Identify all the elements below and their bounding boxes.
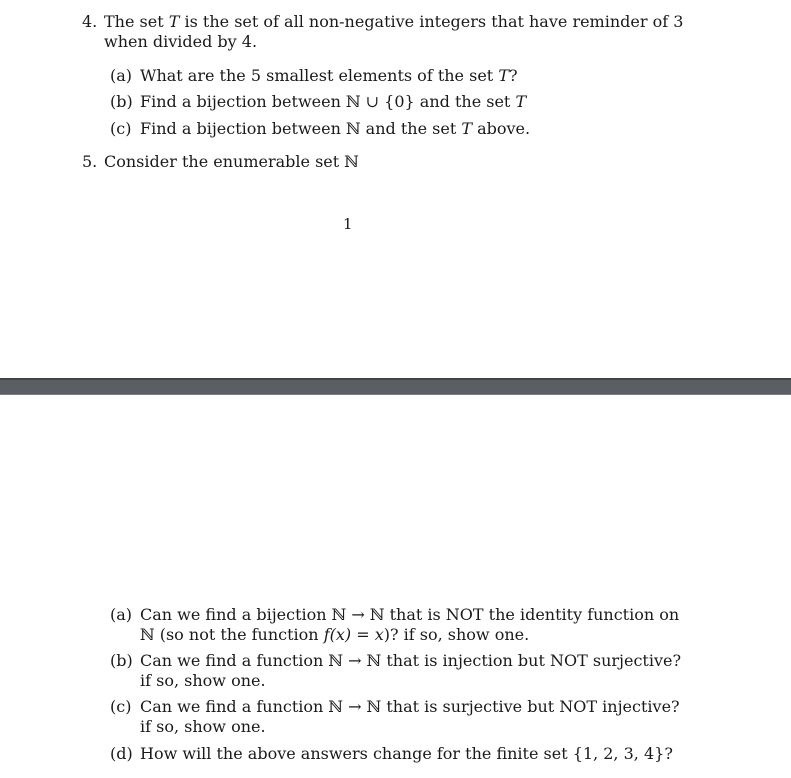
problem-5-text: Consider the enumerable set ℕ bbox=[104, 152, 359, 171]
problem-5-part-a-label: (a) bbox=[110, 605, 133, 624]
problem-5-part-c-line-2: if so, show one. bbox=[140, 717, 266, 736]
problem-5-part-d-label: (d) bbox=[110, 744, 133, 763]
problem-4-number: 4. bbox=[82, 12, 98, 31]
problem-5-part-a-line-1: Can we find a bijection ℕ → ℕ that is NOT the identity function on bbox=[140, 605, 680, 624]
problem-4-part-a: What are the 5 smallest elements of the set T? bbox=[140, 66, 518, 85]
page-divider bbox=[0, 378, 791, 395]
problem-4-part-b: Find a bijection between ℕ ∪ {0} and the set T bbox=[140, 92, 527, 111]
page-top bbox=[0, 0, 791, 378]
problem-5-number: 5. bbox=[82, 152, 98, 171]
problem-5-part-b-line-2: if so, show one. bbox=[140, 671, 266, 690]
problem-4-part-c-label: (c) bbox=[110, 119, 132, 138]
problem-5-part-c-line-1: Can we find a function ℕ → ℕ that is surjective but NOT injective? bbox=[140, 697, 680, 716]
problem-4-part-b-label: (b) bbox=[110, 92, 133, 111]
problem-4-line-1: The set T is the set of all non-negative integers that have reminder of 3 bbox=[104, 12, 684, 31]
problem-5-part-b-line-1: Can we find a function ℕ → ℕ that is injection but NOT surjective? bbox=[140, 651, 682, 670]
problem-4-part-a-label: (a) bbox=[110, 66, 133, 85]
page-bottom bbox=[0, 395, 791, 778]
problem-5-part-b-label: (b) bbox=[110, 651, 133, 670]
problem-5-part-a-line-2: ℕ (so not the function f(x) = x)? if so, show one. bbox=[140, 625, 530, 644]
problem-4-part-c: Find a bijection between ℕ and the set T above. bbox=[140, 119, 531, 138]
problem-5-part-d-line-1: How will the above answers change for the finite set {1, 2, 3, 4}? bbox=[140, 744, 673, 763]
page-number: 1 bbox=[343, 215, 353, 233]
problem-4-line-2: when divided by 4. bbox=[104, 32, 258, 51]
problem-5-part-c-label: (c) bbox=[110, 697, 132, 716]
